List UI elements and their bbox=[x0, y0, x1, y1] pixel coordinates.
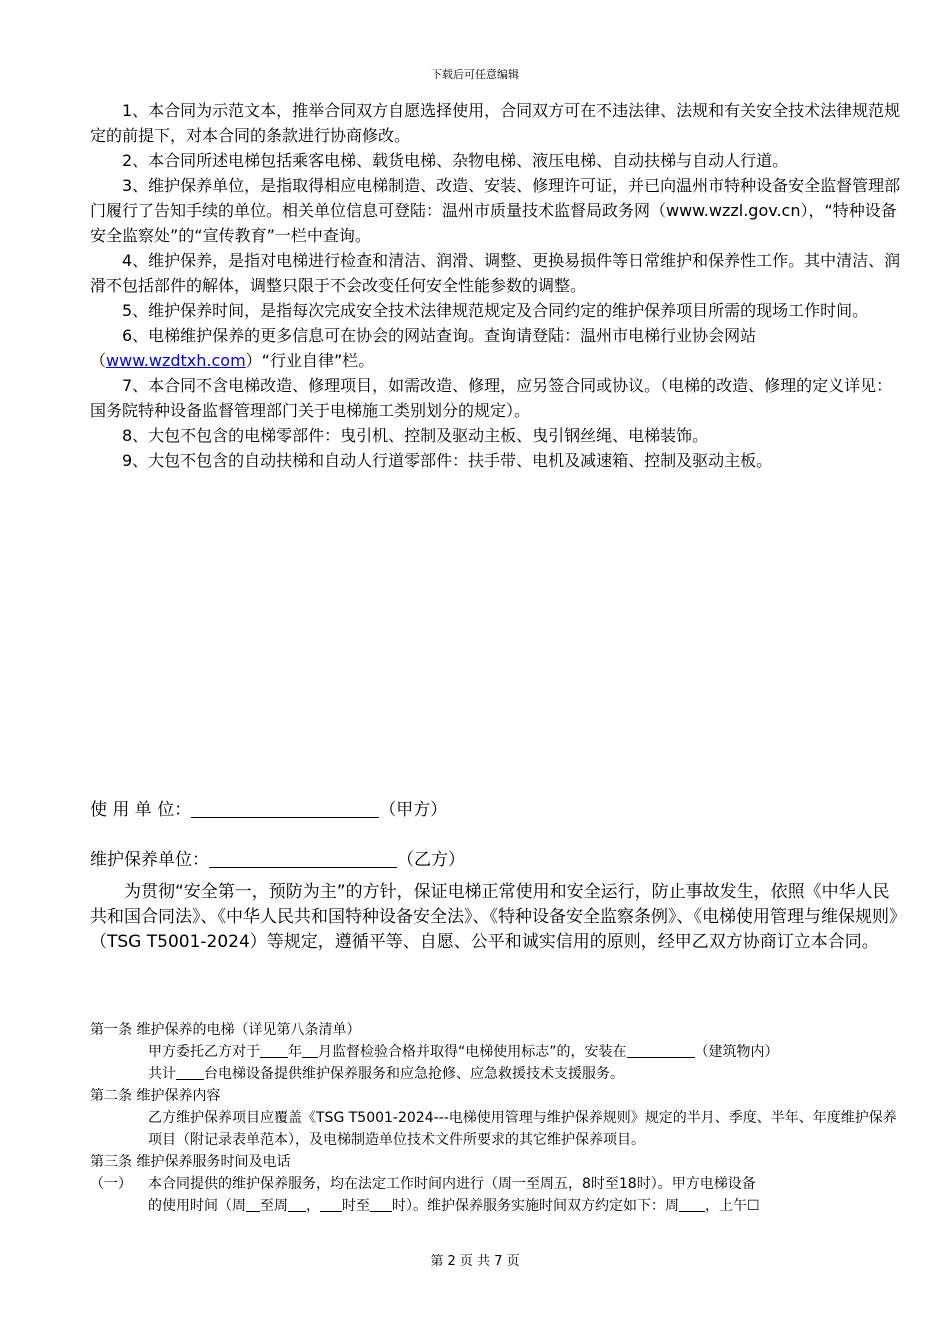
page-footer: 第 2 页 共 7 页 bbox=[430, 1254, 520, 1269]
clauses-section bbox=[90, 1019, 902, 1217]
weekday-from-blank[interactable] bbox=[246, 1197, 260, 1212]
party-a-suffix: （甲方） bbox=[379, 800, 448, 820]
clause-1-line-2 bbox=[90, 1063, 902, 1085]
clause-1-text-e: 共计 bbox=[148, 1066, 176, 1082]
clause-3-title: 第三条 维护保养服务时间及电话 bbox=[90, 1154, 291, 1170]
clause-2-text: 乙方维护保养项目应覆盖《TSG T5001-2024---电梯使用管理与维护保养规则》规定的半月、季度、半年、年度维护保养项目（附记录表单范本），及电梯制造单位技术文件所要求的其它维护保养项目。 bbox=[148, 1110, 897, 1148]
party-b-label: 维护保养单位： bbox=[90, 850, 209, 870]
clause-1-title: 第一条 维护保养的电梯（详见第八条清单） bbox=[90, 1022, 361, 1038]
clause-1-text-a: 甲方委托乙方对于 bbox=[148, 1044, 260, 1060]
note-7: 7、本合同不含电梯改造、修理项目，如需改造、修理，应另签合同或协议。（电梯的改造、修理的定义详见：国务院特种设备监督管理部门关于电梯施工类别划分的规定）。 bbox=[90, 376, 893, 420]
clause-3-text-a: 的使用时间（周 bbox=[148, 1198, 246, 1214]
party-a-line bbox=[90, 795, 447, 820]
association-website-link[interactable]: www.wzdtxh.com bbox=[106, 351, 246, 370]
clause-3-text-b: 至周 bbox=[260, 1198, 288, 1214]
page-header: 下载后可任意编辑 bbox=[431, 68, 519, 81]
party-a-blank[interactable] bbox=[191, 799, 379, 818]
hour-from-blank[interactable] bbox=[320, 1197, 342, 1212]
notes-section bbox=[90, 98, 902, 473]
location-blank[interactable] bbox=[627, 1043, 695, 1058]
intro-paragraph: 为贯彻“安全第一，预防为主”的方针，保证电梯正常使用和安全运行，防止事故发生，依照《中华人民共和国合同法》、《中华人民共和国特种设备安全法》、《特种设备安全监察条例》、《电梯使用管理与维保规则》（TSG T5001-2024）等规定，遵循平等、自愿、公平和诚实信用的原则，经甲乙双方协商订立本合同。 bbox=[90, 882, 898, 952]
note-6-after: ）“行业自律”栏。 bbox=[245, 351, 375, 370]
clause-3-line-1: 本合同提供的维护保养服务，均在法定工作时间内进行（周一至周五，8时至18时）。甲方电梯设备 bbox=[148, 1176, 756, 1192]
clause-3-line-2 bbox=[148, 1195, 760, 1217]
elevator-count-blank[interactable] bbox=[176, 1065, 204, 1080]
clause-3-item-number: （一） bbox=[90, 1176, 132, 1192]
hour-to-blank[interactable] bbox=[370, 1197, 392, 1212]
clause-1-text-f: 台电梯设备提供维护保养服务和应急抢修、应急救援技术支援服务。 bbox=[204, 1066, 624, 1082]
party-b-line bbox=[90, 845, 465, 870]
clause-3-text-e: 时）。维护保养服务实施时间双方约定如下：周 bbox=[392, 1198, 679, 1214]
note-6 bbox=[90, 323, 902, 373]
service-day-blank[interactable] bbox=[679, 1197, 705, 1212]
clause-3-text-d: 时至 bbox=[342, 1198, 370, 1214]
party-b-blank[interactable] bbox=[209, 849, 397, 868]
party-b-suffix: （乙方） bbox=[397, 850, 465, 870]
note-5: 5、维护保养时间，是指每次完成安全技术法律规范规定及合同约定的维护保养项目所需的现场工作时间。 bbox=[122, 301, 869, 320]
clause-1-text-c: 月监督检验合格并取得“电梯使用标志”的，安装在 bbox=[318, 1044, 627, 1060]
note-2: 2、本合同所述电梯包括乘客电梯、载货电梯、杂物电梯、液压电梯、自动扶梯与自动人行道。 bbox=[122, 151, 789, 170]
clause-1-text-d: （建筑物内） bbox=[694, 1044, 779, 1060]
note-8: 8、大包不包含的电梯零部件：曳引机、控制及驱动主板、曳引钢丝绳、电梯装饰。 bbox=[122, 426, 709, 445]
year-blank[interactable] bbox=[260, 1043, 288, 1058]
party-a-label: 使 用 单 位： bbox=[90, 800, 192, 820]
weekday-to-blank[interactable] bbox=[288, 1197, 306, 1212]
clause-1-text-b: 年 bbox=[288, 1044, 302, 1060]
month-blank[interactable] bbox=[302, 1043, 318, 1058]
note-9: 9、大包不包含的自动扶梯和自动人行道零部件：扶手带、电机及减速箱、控制及驱动主板。 bbox=[122, 451, 773, 470]
clause-3-text-c: ， bbox=[306, 1198, 320, 1214]
note-1: 1、本合同为示范文本，推举合同双方自愿选择使用，合同双方可在不违法律、法规和有关安全技术法律规范规定的前提下，对本合同的条款进行协商修改。 bbox=[90, 101, 901, 145]
clause-1-line-1 bbox=[90, 1041, 902, 1063]
clause-3-item-1 bbox=[90, 1173, 902, 1217]
clause-3-item-body bbox=[148, 1173, 760, 1217]
contract-intro bbox=[90, 880, 902, 955]
clause-2-title: 第二条 维护保养内容 bbox=[90, 1088, 221, 1104]
note-4: 4、维护保养，是指对电梯进行检查和清洁、润滑、调整、更换易损件等日常维护和保养性工作。其中清洁、润滑不包括部件的解体，调整只限于不会改变任何安全性能参数的调整。 bbox=[90, 251, 901, 295]
note-3: 3、维护保养单位，是指取得相应电梯制造、改造、安装、修理许可证，并已向温州市特种设备安全监督管理部门履行了告知手续的单位。相关单位信息可登陆：温州市质量技术监督局政务网（www.wzzl.gov.cn），“特种设备安全监察处”的“宣传教育”一栏中查询。 bbox=[90, 176, 901, 245]
note-6-before: 6、电梯维护保养的更多信息可在协会的网站查询。查询请登陆：温州市电梯行业协会网站（ bbox=[90, 326, 757, 370]
clause-3-text-f: ，上午☐ bbox=[705, 1198, 760, 1214]
